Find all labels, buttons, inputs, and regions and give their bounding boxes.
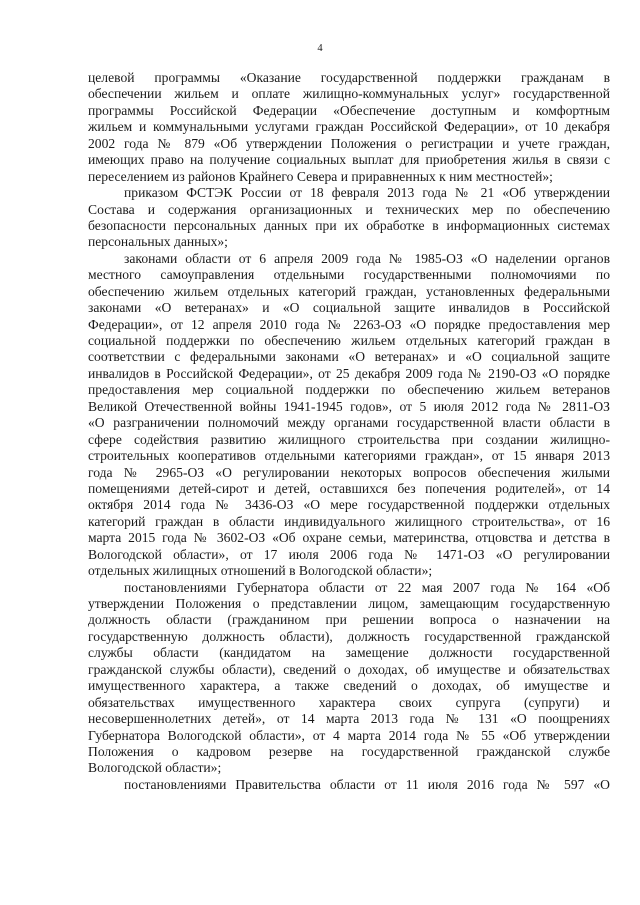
text-line: службы области (кандидатом на замещение должности государственной (88, 645, 610, 661)
text-line: обеспечению жильем отдельных категорий граждан, установленных федеральными (88, 283, 610, 299)
text-line: законами области от 6 апреля 2009 года № 1985-ОЗ «О наделении органов (124, 250, 610, 266)
text-line: октября 2014 года № 3436-ОЗ «О мере государственной поддержки отдельных (88, 497, 610, 513)
text-line: Губернатора Вологодской области», от 4 марта 2014 года № 55 «Об утверждении (88, 727, 610, 743)
paragraph (88, 251, 610, 580)
text-line: марта 2015 года № 3602-ОЗ «Об охране семьи, материнства, отцовства и детства в (88, 530, 610, 546)
text-line: «О разграничении полномочий между органами государственной власти области в (88, 415, 610, 431)
text-line: года № 2965-ОЗ «О регулировании некоторых вопросов обеспечения жилыми (88, 464, 610, 480)
text-line: Вологодской области», от 17 июля 2006 года № 1471-ОЗ «О регулировании (88, 546, 610, 562)
text-line: должность области (гражданином при решении вопроса о назначении на (88, 612, 610, 628)
text-line: Состава и содержания организационных и технических мер по обеспечению (88, 201, 610, 217)
text-line: Вологодской области»; (88, 760, 222, 776)
text-line: обеспечении жильем и оплате жилищно-коммунальных услуг» государственной (88, 86, 610, 102)
paragraph (88, 185, 610, 251)
text-line: помещениями детей-сирот и детей, оставшихся без попечения родителей», от 14 (88, 480, 610, 496)
text-line: Федерации», от 12 апреля 2010 года № 2263-ОЗ «О порядке предоставления мер (88, 316, 610, 332)
paragraph (88, 580, 610, 777)
text-line: утверждении Положения о представлении лицом, замещающим государственную (88, 596, 610, 611)
text-line: Великой Отечественной войны 1941-1945 годов», от 5 июля 2012 года № 2811-ОЗ (88, 398, 610, 414)
text-line: инвалидов в Российской Федерации», от 25 декабря 2009 года № 2190-ОЗ «О порядке (88, 365, 610, 381)
text-line: строительных кооперативов отдельными категориями граждан», от 15 января 2013 (88, 448, 610, 464)
text-line: целевой программы «Оказание государственной поддержки гражданам в (88, 70, 610, 85)
paragraph (88, 70, 610, 185)
text-line: жильем и коммунальными услугами граждан Российской Федерации», от 10 декабря (88, 119, 610, 135)
text-line: 2002 года № 879 «Об утверждении Положения о регистрации и учете граждан, (88, 135, 610, 151)
text-line: несовершеннолетних детей», от 14 марта 2013 года № 131 «О поощрениях (88, 711, 610, 727)
text-line: отдельных жилищных отношений в Вологодской области»; (88, 563, 433, 579)
text-line: имущественного характера, а также сведений о доходах, об имуществе и (88, 678, 610, 694)
text-line: постановлениями Правительства области от 11 июля 2016 года № 597 «О (124, 776, 610, 792)
text-line: имеющих право на получение социальных выплат для приобретения жилья в связи с (88, 152, 610, 168)
text-line: безопасности персональных данных при их обработке в информационных системах (88, 217, 610, 233)
paragraph (88, 777, 610, 793)
text-line: соответствии с федеральными законами «О ветеранах» и «О социальной защите (88, 349, 610, 365)
text-line: местного самоуправления отдельными государственными полномочиями по (88, 267, 610, 283)
text-line: персональных данных»; (88, 234, 228, 250)
text-line: переселением из районов Крайнего Севера и приравненных к ним местностей»; (88, 168, 553, 184)
document-body (88, 70, 610, 793)
text-line: предоставления мер социальной поддержки по обеспечению жильем ветеранов (88, 382, 610, 398)
page-number: 4 (317, 43, 323, 54)
text-line: приказом ФСТЭК России от 18 февраля 2013 года № 21 «Об утверждении (124, 185, 610, 201)
text-line: программы Российской Федерации «Обеспечение доступным и комфортным (88, 102, 610, 118)
text-line: гражданской службы области), сведений о доходах, об имуществе и обязательствах (88, 661, 610, 677)
text-line: категорий граждан в области индивидуального жилищного строительства», от 16 (88, 513, 610, 529)
text-line: постановлениями Губернатора области от 22 мая 2007 года № 164 «Об (124, 579, 610, 595)
text-line: обязательствах имущественного характера своих супруга (супруги) и (88, 694, 610, 710)
text-line: сфере содействия развитию жилищного строительства при создании жилищно- (88, 431, 610, 447)
text-line: социальной поддержки по обеспечению жильем отдельных категорий граждан в (88, 333, 610, 348)
text-line: государственную должность области), должность государственной гражданской (88, 628, 610, 644)
text-line: законами «О ветеранах» и «О социальной защите инвалидов в Российской (88, 300, 610, 316)
text-line: Положения о кадровом резерве на государственной гражданской службе (88, 743, 610, 759)
